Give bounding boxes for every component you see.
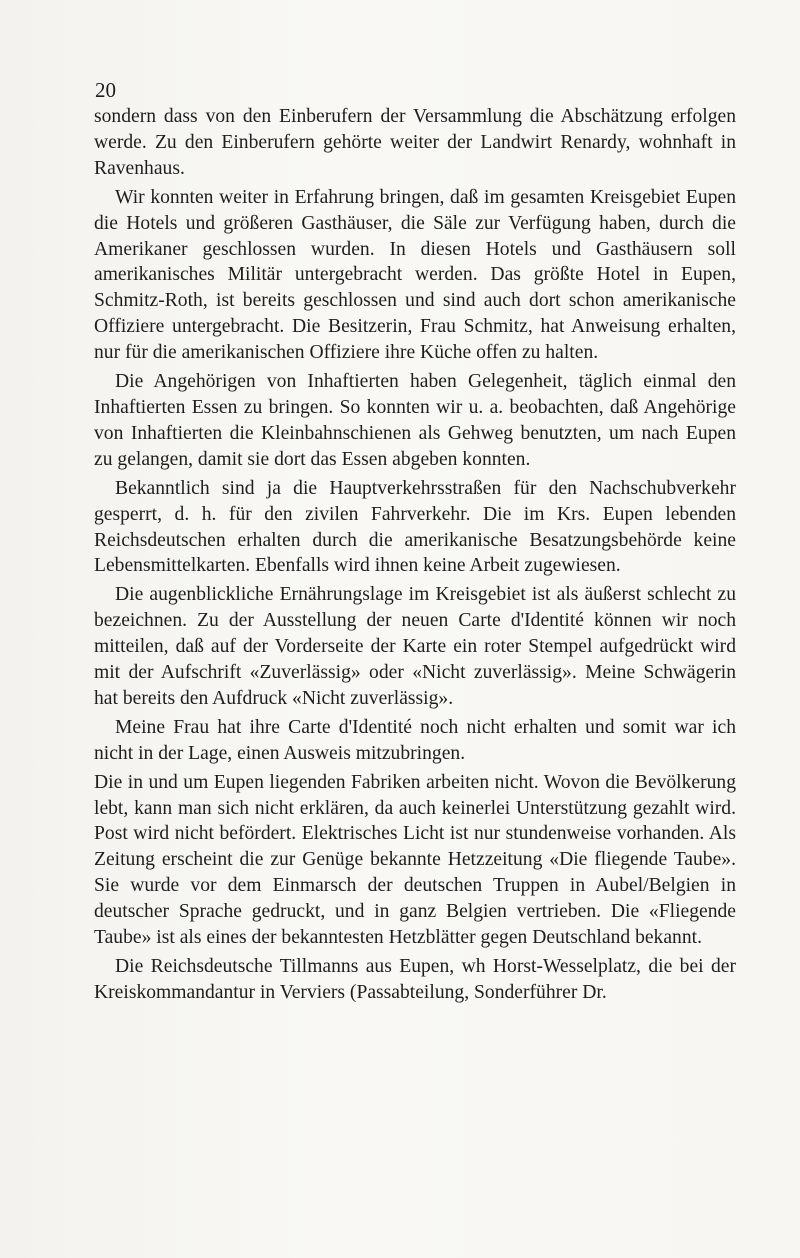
paragraph-5: Die augenblickliche Ernährungslage im Kreisgebiet ist als äußerst schlecht zu bezeichnen. Zu der Ausstellung der neuen Carte d'Identité können wir noch mitteilen, daß auf der Vorderseite der Karte ein roter Stempel aufgedrückt wird mit der Aufschrift «Zuverlässig» oder «Nicht zuverlässig». Meine Schwägerin hat bereits den Aufdruck «Nicht zuverlässig».: [94, 584, 736, 709]
paragraph-6: Meine Frau hat ihre Carte d'Identité noch nicht erhalten und somit war ich nicht in der Lage, einen Ausweis mitzubringen.: [94, 716, 736, 764]
paragraph-8: Die Reichsdeutsche Tillmanns aus Eupen, wh Horst-Wesselplatz, die bei der Kreiskommandantur in Verviers (Passabteilung, Sonderführer Dr.: [94, 956, 736, 1003]
body-text: [94, 104, 736, 1009]
paragraph-3: Die Angehörigen von Inhaftierten haben Gelegenheit, täglich einmal den Inhaftierten Essen zu bringen. So konnten wir u. a. beobachten, daß Angehörige von Inhaftierten die Kleinbahnschienen als Gehweg benutzten, um nach Eupen zu gelangen, damit sie dort das Essen abgeben konnten.: [94, 371, 736, 470]
paragraph-2: Wir konnten weiter in Erfahrung bringen, daß im gesamten Kreisgebiet Eupen die Hotels und größeren Gasthäuser, die Säle zur Verfügung haben, durch die Amerikaner geschlossen wurden. In diesen Hotels und Gasthäusern soll amerikanisches Militär untergebracht werden. Das größte Hotel in Eupen, Schmitz-Roth, ist bereits geschlossen und sind auch dort schon amerikanische Offiziere untergebracht. Die Besitzerin, Frau Schmitz, hat Anweisung erhalten, nur für die amerikanischen Offiziere ihre Küche offen zu halten.: [94, 186, 736, 364]
paragraph-1: sondern dass von den Einberufern der Versammlung die Abschätzung erfolgen werde. Zu den Einberufern gehörte weiter der Landwirt Renardy, wohnhaft in Ravenhaus.: [94, 106, 736, 179]
page-number: 20: [95, 78, 116, 102]
paragraph-4: Bekanntlich sind ja die Hauptverkehrsstraßen für den Nachschubverkehr gesperrt, d. h. für den zivilen Fahrverkehr. Die im Krs. Eupen lebenden Reichsdeutschen erhalten durch die amerikanische Besatzungsbehörde keine Lebensmittelkarten. Ebenfalls wird ihnen keine Arbeit zugewiesen.: [94, 477, 736, 577]
paragraph-7: Die in und um Eupen liegenden Fabriken arbeiten nicht. Wovon die Bevölkerung lebt, kann man sich nicht erklären, da auch keinerlei Unterstützung gezahlt wird. Post wird nicht befördert. Elektrisches Licht ist nur stundenweise vorhanden. Als Zeitung erscheint die zur Genüge bekannte Hetzzeitung «Die fliegende Taube». Sie wurde vor dem Einmarsch der deutschen Truppen in Aubel/Belgien in deutscher Sprache gedruckt, und in ganz Belgien vertrieben. Die «Fliegende Taube» ist als eines der bekanntesten Hetzblätter gegen Deutschland bekannt.: [94, 771, 736, 949]
